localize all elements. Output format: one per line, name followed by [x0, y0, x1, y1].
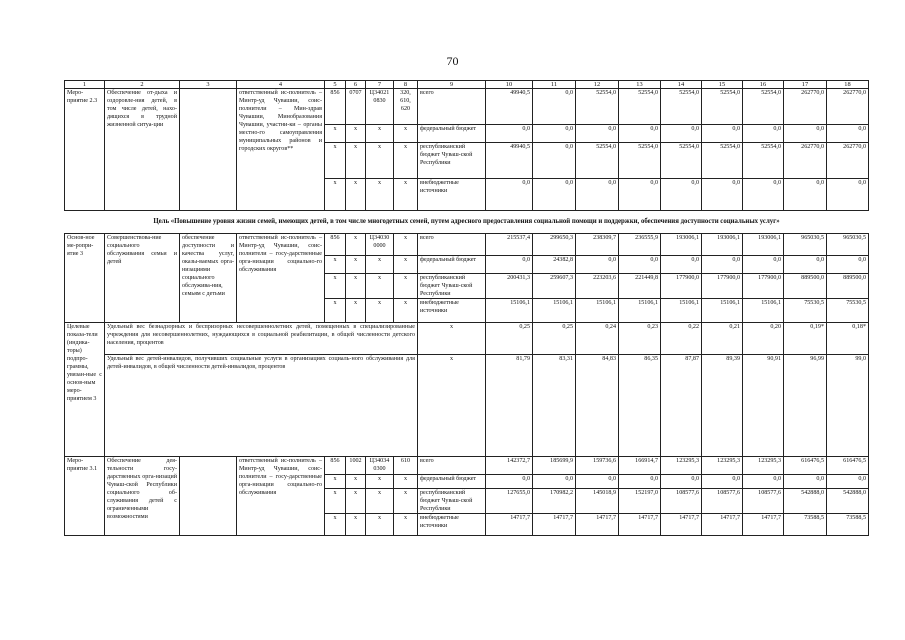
amount-cell: 215537,4 [486, 234, 533, 256]
vr-code-cell: х [394, 489, 418, 514]
grbs-code-cell: х [325, 475, 346, 489]
amount-cell: 75530,5 [827, 299, 869, 323]
vr-code-cell: х [394, 514, 418, 536]
indicators-label-cell: Целевые показа-тели (индика-торы) подпро-граммы, увязан-ные с основ-ным меро-приятием 3 [65, 323, 105, 457]
program-table [64, 80, 869, 536]
rzpr-code-cell: 0707 [346, 89, 366, 125]
indicator-value-cell: 87,87 [661, 355, 702, 457]
csr-code-cell: х [366, 489, 394, 514]
grbs-code-cell: 856 [325, 457, 346, 475]
amount-cell: 177900,0 [743, 274, 784, 299]
amount-cell: 152197,0 [619, 489, 661, 514]
goal-row [65, 211, 869, 234]
column-number: 15 [702, 81, 743, 89]
amount-cell: 542888,0 [784, 489, 827, 514]
amount-cell: 299650,3 [533, 234, 576, 256]
vr-code-cell: х [394, 274, 418, 299]
funding-source-cell: федеральный бюджет [418, 125, 486, 143]
amount-cell: 0,0 [827, 179, 869, 211]
event-title-cell: Обеспечение дея-тельности госу-дарственных орга-низаций Чуваш-ской Республики социального об-служивания детей с ограниченными возможностями [105, 457, 180, 536]
amount-cell: 145018,9 [576, 489, 619, 514]
column-number-row [65, 81, 869, 89]
amount-cell: 889500,0 [827, 274, 869, 299]
amount-cell: 14717,7 [576, 514, 619, 536]
amount-cell: 0,0 [702, 256, 743, 274]
indicator-value-cell: 96,99 [784, 355, 827, 457]
amount-cell: 0,0 [784, 256, 827, 274]
grbs-code-cell: 856 [325, 89, 346, 125]
column-number: 2 [105, 81, 180, 89]
amount-cell: 159736,6 [576, 457, 619, 475]
amount-cell: 0,0 [486, 179, 533, 211]
indicator-value-cell: 0,24 [576, 323, 619, 355]
amount-cell: 52554,0 [661, 89, 702, 125]
rzpr-code-cell: 1002 [346, 457, 366, 475]
executor-cell: ответственный ис-полнитель – Минтр-уд Чувашии, соис-полнители – госу-дарственные орга-низации социально-го обслуживания [237, 234, 325, 323]
page-number: 70 [446, 54, 459, 68]
amount-cell: 542888,0 [827, 489, 869, 514]
amount-cell: 0,0 [533, 475, 576, 489]
amount-cell: 616476,5 [784, 457, 827, 475]
amount-cell: 127655,0 [486, 489, 533, 514]
indicator-value-cell: 0,25 [486, 323, 533, 355]
amount-cell: 0,0 [743, 125, 784, 143]
amount-cell: 177900,0 [661, 274, 702, 299]
amount-cell: 262770,0 [827, 89, 869, 125]
column-number: 16 [743, 81, 784, 89]
grbs-code-cell: х [325, 125, 346, 143]
indicator-value-cell: 83,31 [533, 355, 576, 457]
amount-cell: 15106,1 [486, 299, 533, 323]
funding-source-cell: республиканский бюджет Чуваш-ской Республики [418, 143, 486, 179]
event-title-cell: Совершенствова-ние социального обслуживания семьи и детей [105, 234, 180, 323]
table-row [65, 89, 869, 125]
amount-cell: 0,0 [533, 143, 576, 179]
amount-cell: 0,0 [619, 256, 661, 274]
event-name-cell: Меро-приятие 3.1 [65, 457, 105, 536]
amount-cell: 123295,3 [702, 457, 743, 475]
rzpr-code-cell: х [346, 234, 366, 256]
column-number: 6 [346, 81, 366, 89]
amount-cell: 0,0 [784, 125, 827, 143]
amount-cell: 0,0 [619, 125, 661, 143]
csr-code-cell: Ц34021 0830 [366, 89, 394, 125]
indicator-value-cell: 0,21 [702, 323, 743, 355]
funding-source-cell: федеральный бюджет [418, 256, 486, 274]
amount-cell: 0,0 [743, 475, 784, 489]
column-number: 5 [325, 81, 346, 89]
vr-code-cell: х [394, 475, 418, 489]
amount-cell: 166914,7 [619, 457, 661, 475]
csr-code-cell: х [366, 256, 394, 274]
funding-source-cell: федеральный бюджет [418, 475, 486, 489]
csr-code-cell: Ц34034 0300 [366, 457, 394, 475]
funding-source-cell: внебюджетные источники [418, 514, 486, 536]
amount-cell: 15106,1 [661, 299, 702, 323]
vr-code-cell: х [394, 143, 418, 179]
column-number: 11 [533, 81, 576, 89]
funding-source-cell: республиканский бюджет Чуваш-ской Республики [418, 489, 486, 514]
indicator-value-cell: 89,39 [702, 355, 743, 457]
amount-cell: 200431,3 [486, 274, 533, 299]
amount-cell: 15106,1 [702, 299, 743, 323]
amount-cell: 0,0 [661, 256, 702, 274]
indicator-value-cell: 84,83 [576, 355, 619, 457]
event-name-cell: Меро-приятие 2.3 [65, 89, 105, 211]
goal-cell [180, 89, 237, 211]
amount-cell: 52554,0 [619, 89, 661, 125]
amount-cell: 52554,0 [619, 143, 661, 179]
amount-cell: 0,0 [619, 475, 661, 489]
amount-cell: 0,0 [784, 475, 827, 489]
table-row [65, 457, 869, 475]
indicator-value-cell: 0,23 [619, 323, 661, 355]
column-number: 1 [65, 81, 105, 89]
goal-cell [180, 457, 237, 536]
amount-cell: 0,0 [486, 125, 533, 143]
amount-cell: 259607,3 [533, 274, 576, 299]
indicator-mark-cell: х [418, 323, 486, 355]
vr-code-cell: 320, 610, 620 [394, 89, 418, 125]
column-number: 4 [237, 81, 325, 89]
amount-cell: 0,0 [702, 125, 743, 143]
amount-cell: 52554,0 [743, 89, 784, 125]
amount-cell: 223203,6 [576, 274, 619, 299]
indicator-value-cell: 99,0 [827, 355, 869, 457]
amount-cell: 14717,7 [619, 514, 661, 536]
rzpr-code-cell: х [346, 274, 366, 299]
indicator-row [65, 323, 869, 355]
amount-cell: 123295,3 [661, 457, 702, 475]
rzpr-code-cell: х [346, 475, 366, 489]
column-number: 7 [366, 81, 394, 89]
indicator-value-cell: 0,20 [743, 323, 784, 355]
grbs-code-cell: 856 [325, 234, 346, 256]
funding-source-cell: внебюджетные источники [418, 299, 486, 323]
amount-cell: 49940,5 [486, 143, 533, 179]
grbs-code-cell: х [325, 256, 346, 274]
csr-code-cell: х [366, 299, 394, 323]
amount-cell: 185699,9 [533, 457, 576, 475]
amount-cell: 177900,0 [702, 274, 743, 299]
column-number: 10 [486, 81, 533, 89]
csr-code-cell: х [366, 475, 394, 489]
rzpr-code-cell: х [346, 514, 366, 536]
rzpr-code-cell: х [346, 299, 366, 323]
amount-cell: 108577,6 [702, 489, 743, 514]
amount-cell: 0,0 [743, 179, 784, 211]
event-title-cell: Обеспечение от-дыха и оздоровле-ния детей, в том числе детей, нахо-дящихся в трудной жизненной ситуа-ции [105, 89, 180, 211]
rzpr-code-cell: х [346, 125, 366, 143]
amount-cell: 889500,0 [784, 274, 827, 299]
executor-cell: ответственный ис-полнитель – Минтр-уд Чувашии, соис-полнители – Мин-здрав Чувашии, Минобразования Чувашии, участни-ки – органы местно-го самоуправления муниципальных районов и городских округов** [237, 89, 325, 211]
csr-code-cell: х [366, 179, 394, 211]
rzpr-code-cell: х [346, 489, 366, 514]
csr-code-cell: х [366, 514, 394, 536]
funding-source-cell: внебюджетные источники [418, 179, 486, 211]
amount-cell: 14717,7 [486, 514, 533, 536]
amount-cell: 262770,0 [784, 143, 827, 179]
amount-cell: 0,0 [576, 179, 619, 211]
indicator-value-cell: 0,25 [533, 323, 576, 355]
amount-cell: 15106,1 [743, 299, 784, 323]
grbs-code-cell: х [325, 489, 346, 514]
amount-cell: 0,0 [576, 125, 619, 143]
amount-cell: 0,0 [827, 256, 869, 274]
grbs-code-cell: х [325, 299, 346, 323]
amount-cell: 0,0 [533, 125, 576, 143]
amount-cell: 0,0 [661, 179, 702, 211]
indicator-text-cell: Удельный вес безнадзорных и беспризорных несовершеннолетних детей, помещенных в специализированные учреждения для несовершеннолетних, нуждающихся в социальной реабилитации, в общей численности детского населения, процентов [105, 323, 418, 355]
amount-cell: 170982,2 [533, 489, 576, 514]
amount-cell: 0,0 [486, 256, 533, 274]
amount-cell: 0,0 [743, 256, 784, 274]
amount-cell: 616476,5 [827, 457, 869, 475]
amount-cell: 0,0 [576, 256, 619, 274]
vr-code-cell: х [394, 179, 418, 211]
indicator-value-cell: 0,22 [661, 323, 702, 355]
amount-cell: 965030,5 [784, 234, 827, 256]
amount-cell: 0,0 [576, 475, 619, 489]
amount-cell: 0,0 [784, 179, 827, 211]
amount-cell: 14717,7 [743, 514, 784, 536]
rzpr-code-cell: х [346, 256, 366, 274]
amount-cell: 0,0 [619, 179, 661, 211]
amount-cell: 965030,5 [827, 234, 869, 256]
amount-cell: 15106,1 [533, 299, 576, 323]
column-number: 17 [784, 81, 827, 89]
indicator-value-cell: 81,79 [486, 355, 533, 457]
column-number: 18 [827, 81, 869, 89]
indicator-text-cell: Удельный вес детей-инвалидов, получивших социальные услуги в организациях социаль-ного обслуживания для детей-инвалидов, в общей численности детей-инвалидов, процентов [105, 355, 418, 457]
event-name-cell: Основ-ное ме-ропри-ятие 3 [65, 234, 105, 323]
funding-source-cell: всего [418, 234, 486, 256]
vr-code-cell: х [394, 125, 418, 143]
amount-cell: 236555,9 [619, 234, 661, 256]
executor-cell: ответственный ис-полнитель – Минтр-уд Чувашии, соис-полнители – госу-дарственные орга-низации социально-го обслуживания [237, 457, 325, 536]
amount-cell: 193006,1 [661, 234, 702, 256]
amount-cell: 262770,0 [827, 143, 869, 179]
amount-cell: 0,0 [533, 89, 576, 125]
amount-cell: 0,0 [702, 179, 743, 211]
amount-cell: 238309,7 [576, 234, 619, 256]
column-number: 14 [661, 81, 702, 89]
amount-cell: 262770,0 [784, 89, 827, 125]
vr-code-cell: х [394, 234, 418, 256]
grbs-code-cell: х [325, 514, 346, 536]
indicator-value-cell: 86,35 [619, 355, 661, 457]
indicator-value-cell: 0,18* [827, 323, 869, 355]
csr-code-cell: Ц34030 0000 [366, 234, 394, 256]
amount-cell: 193006,1 [743, 234, 784, 256]
funding-source-cell: республиканский бюджет Чуваш-ской Республики [418, 274, 486, 299]
amount-cell: 52554,0 [702, 89, 743, 125]
amount-cell: 73588,5 [784, 514, 827, 536]
amount-cell: 14717,7 [702, 514, 743, 536]
funding-source-cell: всего [418, 89, 486, 125]
grbs-code-cell: х [325, 143, 346, 179]
amount-cell: 108577,6 [743, 489, 784, 514]
amount-cell: 52554,0 [576, 89, 619, 125]
amount-cell: 15106,1 [576, 299, 619, 323]
amount-cell: 52554,0 [743, 143, 784, 179]
column-number: 13 [619, 81, 661, 89]
column-number: 12 [576, 81, 619, 89]
indicator-value-cell: 90,91 [743, 355, 784, 457]
column-number: 8 [394, 81, 418, 89]
amount-cell: 75530,5 [784, 299, 827, 323]
vr-code-cell: х [394, 299, 418, 323]
amount-cell: 0,0 [827, 125, 869, 143]
grbs-code-cell: х [325, 274, 346, 299]
amount-cell: 0,0 [661, 125, 702, 143]
rzpr-code-cell: х [346, 179, 366, 211]
amount-cell: 193006,1 [702, 234, 743, 256]
amount-cell: 49940,5 [486, 89, 533, 125]
column-number: 9 [418, 81, 486, 89]
amount-cell: 0,0 [661, 475, 702, 489]
vr-code-cell: х [394, 256, 418, 274]
amount-cell: 123295,3 [743, 457, 784, 475]
csr-code-cell: х [366, 125, 394, 143]
amount-cell: 52554,0 [576, 143, 619, 179]
indicator-value-cell: 0,19* [784, 323, 827, 355]
amount-cell: 52554,0 [702, 143, 743, 179]
table-row [65, 234, 869, 256]
goal-text: Цель «Повышение уровня жизни семей, имеющих детей, в том числе многодетных семей, путем адресного предоставления социальной помощи и поддержки, обеспечения доступности социальных услуг» [153, 218, 780, 225]
amount-cell: 108577,6 [661, 489, 702, 514]
indicator-mark-cell: х [418, 355, 486, 457]
amount-cell: 0,0 [486, 475, 533, 489]
grbs-code-cell: х [325, 179, 346, 211]
funding-source-cell: всего [418, 457, 486, 475]
goal-cell: обеспечение доступности и качества услуг, оказы-ваемых орга-низациями социального обслужива-ния, семьям с детьми [180, 234, 237, 323]
amount-cell: 142372,7 [486, 457, 533, 475]
indicator-row [65, 355, 869, 457]
amount-cell: 0,0 [702, 475, 743, 489]
amount-cell: 14717,7 [661, 514, 702, 536]
vr-code-cell: 610 [394, 457, 418, 475]
amount-cell: 0,0 [827, 475, 869, 489]
amount-cell: 221449,8 [619, 274, 661, 299]
csr-code-cell: х [366, 143, 394, 179]
rzpr-code-cell: х [346, 143, 366, 179]
amount-cell: 73588,5 [827, 514, 869, 536]
amount-cell: 15106,1 [619, 299, 661, 323]
amount-cell: 14717,7 [533, 514, 576, 536]
amount-cell: 0,0 [533, 179, 576, 211]
amount-cell: 52554,0 [661, 143, 702, 179]
amount-cell: 24382,8 [533, 256, 576, 274]
column-number: 3 [180, 81, 237, 89]
csr-code-cell: х [366, 274, 394, 299]
